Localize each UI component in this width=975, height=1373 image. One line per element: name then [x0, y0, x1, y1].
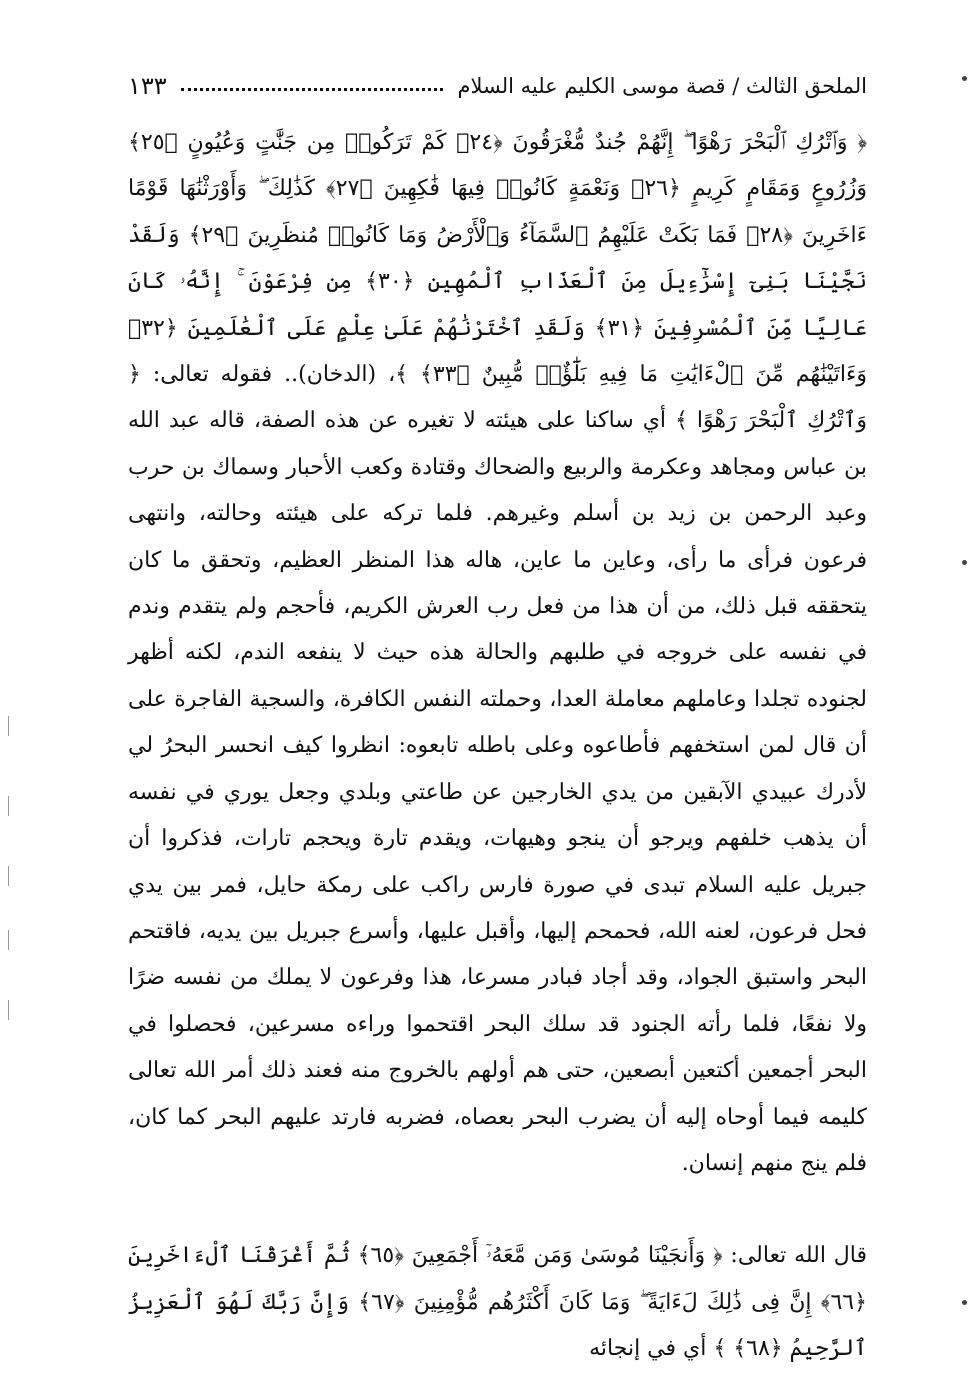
running-header	[128, 62, 867, 110]
scan-dot	[962, 560, 967, 565]
header-dotted-rule	[181, 88, 444, 91]
scan-dot	[962, 76, 967, 81]
page-body	[128, 120, 867, 1373]
scan-mark	[8, 1000, 9, 1020]
header-title: الملحق الثالث / قصة موسى الكليم عليه السلام	[457, 74, 867, 98]
scan-mark	[8, 796, 9, 816]
page-number: ١٣٣	[128, 72, 167, 100]
paragraph-second: قال الله تعالى: ﴿ وَأَنجَيْنَا مُوسَىٰ وَمَن مَّعَهُۥٓ أَجْمَعِينَ ﴿٦٥﴾ ثُمَّ أَغْرَقْنَا ٱلْءَاخَرِينَ ﴿٦٦﴾ إِنَّ فِى ذَٰلِكَ لَءَايَةً ۖ وَمَا كَانَ أَكْثَرُهُم مُّؤْمِنِينَ ﴿٦٧﴾ وَإِنَّ رَبَّكَ لَهُوَ ٱلْعَزِيزُ ٱلرَّحِيمُ ﴿٦٨﴾ ﴾ أي في إنجائه	[128, 1243, 867, 1362]
scan-mark	[8, 716, 9, 736]
scan-mark	[8, 930, 9, 950]
scan-dot	[962, 1300, 967, 1305]
scan-mark	[8, 866, 9, 886]
paragraph-main: ﴿ وَٱتْرُكِ ٱلْبَحْرَ رَهْوًا ۖ إِنَّهُمْ جُندٌ مُّغْرَقُونَ ﴿٢٤﴾ كَمْ تَرَكُوا۟ مِن جَنَّٰتٍ وَعُيُونٍ ﴿٢٥﴾ وَزُرُوعٍ وَمَقَامٍ كَرِيمٍ ﴿٢٦﴾ وَنَعْمَةٍ كَانُوا۟ فِيهَا فَٰكِهِينَ ﴿٢٧﴾ كَذَٰلِكَ ۖ وَأَوْرَثْنَٰهَا قَوْمًا ءَاخَرِينَ ﴿٢٨﴾ فَمَا بَكَتْ عَلَيْهِمُ ٱلسَّمَآءُ وَٱلْأَرْضُ وَمَا كَانُوا۟ مُنظَرِينَ ﴿٢٩﴾ وَلَقَدْ نَجَّيْنَا بَنِىٓ إِسْرَٰٓءِيلَ مِنَ ٱلْعَذَابِ ٱلْمُهِينِ ﴿٣٠﴾ مِن فِرْعَوْنَ ۚ إِنَّهُۥ كَانَ عَالِيًا مِّنَ ٱلْمُسْرِفِينَ ﴿٣١﴾ وَلَقَدِ ٱخْتَرْنَٰهُمْ عَلَىٰ عِلْمٍ عَلَى ٱلْعَٰلَمِينَ ﴿٣٢﴾ وَءَاتَيْنَٰهُم مِّنَ ٱلْءَايَٰتِ مَا فِيهِ بَلَٰٓؤٌا۟ مُّبِينٌ ﴿٣٣﴾ ﴾، (الدخان).. فقوله تعالى: ﴿ وَٱتْرُكِ ٱلْبَحْرَ رَهْوًا ﴾ أي ساكنا على هيئته لا تغيره عن هذه الصفة، قاله عبد الله بن عباس ومجاهد وعكرمة والربيع والضحاك وقتادة وكعب الأحبار وسماك بن حرب وعبد الرحمن بن زيد بن أسلم وغيرهم. فلما تركه على هيئته وحالته، وانتهى فرعون فرأى ما رأى، وعاين ما عاين، هاله هذا المنظر العظيم، وتحقق ما كان يتحققه قبل ذلك، من أن هذا من فعل رب العرش الكريم، فأحجم ولم يتقدم وندم في نفسه على خروجه في طلبهم والحالة هذه حيث لا ينفعه الندم، لكنه أظهر لجنوده تجلدا وعاملهم معاملة العدا، وحملته النفس الكافرة، والسجية الفاجرة على أن قال لمن استخفهم فأطاعوه وعلى باطله تابعوه: انظروا كيف انحسر البحرُ لي لأدرك عبيدي الآبقين من يدي الخارجين عن طاعتي وبلدي وجعل يوري في نفسه أن يذهب خلفهم ويرجو أن ينجو وهيهات، ويقدم تارة ويحجم تارات، فذكروا أن جبريل عليه السلام تبدى في صورة فارس راكب على رمكة حايل، فمر بين يدي فحل فرعون، لعنه الله، فحمحم إليها، وأقبل عليها، وأسرع جبريل بين يديه، فاقتحم البحر واستبق الجواد، وقد أجاد فبادر مسرعا، هذا وفرعون لا يملك من نفسه ضرًا ولا نفعًا، فلما رأته الجنود قد سلك البحر اقتحموا وراءه مسرعين، فحصلوا في البحر أجمعين أكتعين أبصعين، حتى هم أولهم بالخروج منه فعند ذلك أمر الله تعالى كليمه فيما أوحاه إليه أن يضرب البحر بعصاه، فضربه فارتد عليهم البحر كما كان، فلم ينج منهم إنسان.	[128, 130, 868, 1176]
